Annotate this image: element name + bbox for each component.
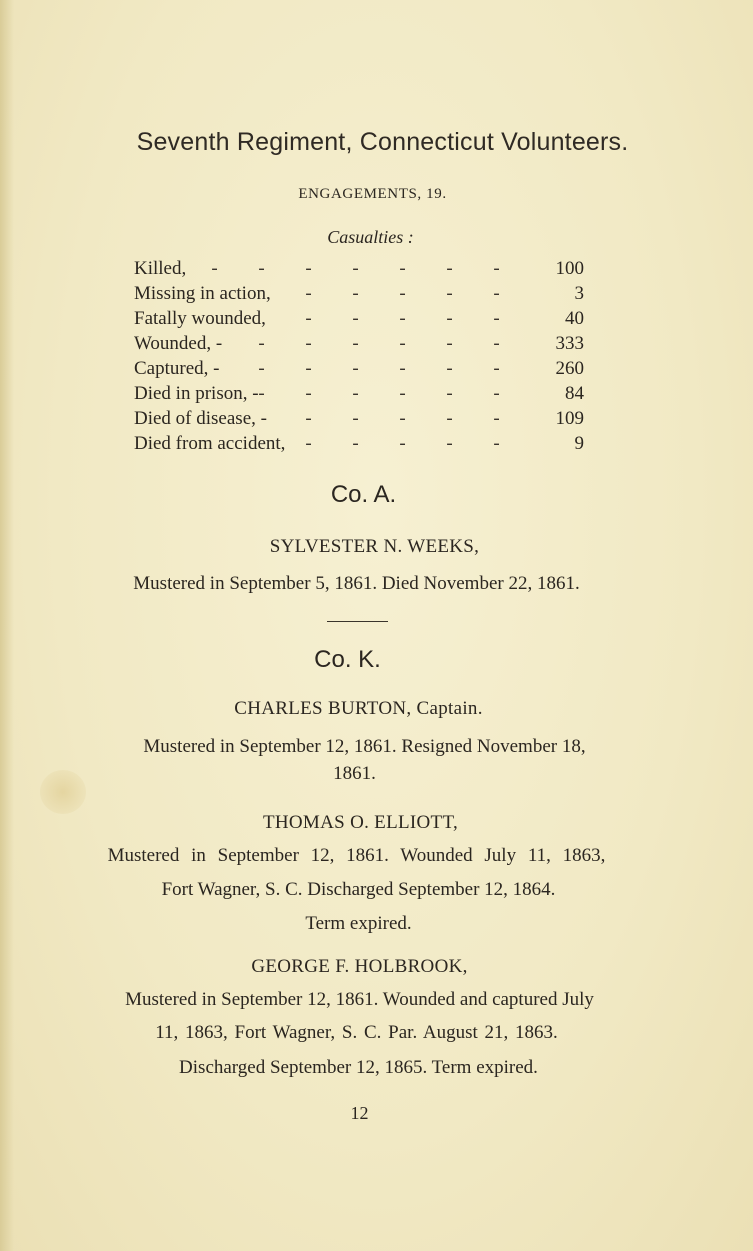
soldier-name: GEORGE F. HOLBROOK,	[251, 956, 468, 977]
casualty-value: 260	[555, 358, 584, 379]
leader-dots: - - - - - - -	[211, 258, 500, 279]
soldier-record-line: Mustered in September 12, 1861. Wounded and captured July	[125, 989, 594, 1010]
leader-dots: - - - - -	[305, 408, 500, 429]
soldier-record-line: Term expired.	[305, 913, 412, 934]
casualty-row	[134, 381, 584, 406]
casualty-row	[134, 256, 584, 281]
leader-dots: - - - - - -	[258, 333, 500, 354]
regiment-title: Seventh Regiment, Connecticut Volunteers.	[136, 128, 629, 156]
casualty-value: 84	[565, 383, 584, 404]
leader-dots: - - - - - -	[258, 358, 500, 379]
leader-dots: - - - - -	[305, 433, 500, 454]
casualty-value: 109	[555, 408, 584, 429]
casualty-row	[134, 306, 584, 331]
soldier-record-line: Mustered in September 5, 1861. Died November 22, 1861.	[133, 573, 580, 594]
leader-dots: - - - - - -	[258, 383, 500, 404]
casualty-value: 3	[574, 283, 584, 304]
engagements-line: ENGAGEMENTS, 19.	[298, 186, 447, 202]
soldier-record-line: Mustered in September 12, 1861. Wounded July 11, 1863,	[107, 845, 606, 866]
soldier-name: THOMAS O. ELLIOTT,	[262, 812, 459, 833]
soldier-record-line: 11, 1863, Fort Wagner, S. C. Par. August 21, 1863.	[155, 1022, 558, 1043]
casualty-value: 333	[555, 333, 584, 354]
casualty-value: 100	[555, 258, 584, 279]
casualty-label: Wounded, -	[134, 333, 223, 354]
page-number: 12	[350, 1103, 369, 1123]
section-divider	[327, 621, 388, 622]
casualties-table	[134, 256, 584, 456]
soldier-record-line: 1861.	[333, 763, 376, 784]
casualty-label: Captured, -	[134, 358, 220, 379]
soldier-record-line: Discharged September 12, 1865. Term expired.	[179, 1057, 538, 1078]
casualty-row	[134, 331, 584, 356]
casualty-value: 9	[574, 433, 584, 454]
company-a-heading: Co. A.	[330, 481, 397, 508]
company-k-heading: Co. K.	[314, 646, 381, 673]
casualty-row	[134, 356, 584, 381]
casualty-label: Fatally wounded,	[134, 308, 266, 329]
soldier-record-line: Fort Wagner, S. C. Discharged September 12, 1864.	[161, 879, 556, 900]
leader-dots: - - - - -	[305, 308, 500, 329]
casualty-label: Died in prison, -	[134, 383, 259, 404]
casualty-row	[134, 281, 584, 306]
casualty-value: 40	[565, 308, 584, 329]
casualty-row	[134, 406, 584, 431]
soldier-record-line: Mustered in September 12, 1861. Resigned November 18,	[143, 736, 586, 757]
casualty-row	[134, 431, 584, 456]
casualty-label: Died of disease, -	[134, 408, 267, 429]
casualty-label: Killed,	[134, 258, 187, 279]
soldier-name: CHARLES BURTON, Captain.	[234, 698, 483, 719]
casualty-label: Died from accident,	[134, 433, 286, 454]
casualty-label: Missing in action,	[134, 283, 271, 304]
casualties-heading: Casualties :	[327, 227, 414, 247]
leader-dots: - - - - -	[305, 283, 500, 304]
soldier-name: SYLVESTER N. WEEKS,	[269, 536, 480, 557]
